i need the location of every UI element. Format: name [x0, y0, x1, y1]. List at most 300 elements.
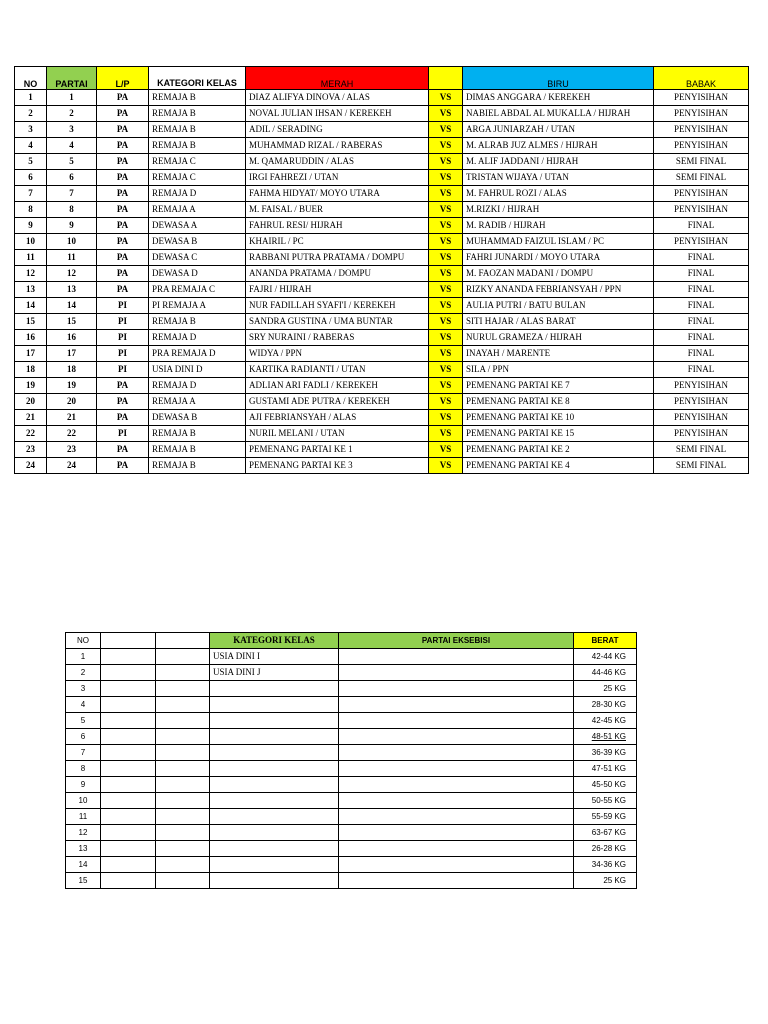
ex-cell-berat: 42-44 KG	[574, 649, 637, 665]
ex-cell-berat: 48-51 KG	[574, 729, 637, 745]
ex-cell-partai	[339, 777, 574, 793]
ex-cell-blank	[101, 841, 156, 857]
cell-no: 22	[15, 426, 47, 442]
cell-no: 8	[15, 202, 47, 218]
ex-cell-kategori	[210, 857, 339, 873]
cell-vs: VS	[429, 250, 463, 266]
cell-babak: PENYISIHAN	[654, 202, 749, 218]
cell-merah: FAHMA HIDYAT/ MOYO UTARA	[246, 186, 429, 202]
cell-no: 1	[15, 90, 47, 106]
ex-cell-partai	[339, 857, 574, 873]
cell-babak: FINAL	[654, 250, 749, 266]
ex-cell-berat: 47-51 KG	[574, 761, 637, 777]
cell-merah: ADIL / SERADING	[246, 122, 429, 138]
cell-biru: PEMENANG PARTAI KE 8	[463, 394, 654, 410]
cell-babak: FINAL	[654, 346, 749, 362]
ex-cell-no: 8	[66, 761, 101, 777]
header-biru: BIRU	[463, 67, 654, 90]
cell-lp: PA	[97, 170, 149, 186]
cell-babak: PENYISIHAN	[654, 122, 749, 138]
header-babak: BABAK	[654, 67, 749, 90]
cell-partai: 17	[47, 346, 97, 362]
cell-merah: FAJRI / HIJRAH	[246, 282, 429, 298]
cell-lp: PA	[97, 394, 149, 410]
ex-cell-no: 1	[66, 649, 101, 665]
match-row	[15, 330, 749, 346]
ex-cell-blank	[101, 825, 156, 841]
cell-lp: PI	[97, 314, 149, 330]
ex-cell-blank	[156, 697, 210, 713]
match-row	[15, 186, 749, 202]
cell-partai: 6	[47, 170, 97, 186]
ex-cell-berat: 55-59 KG	[574, 809, 637, 825]
cell-no: 5	[15, 154, 47, 170]
match-row	[15, 266, 749, 282]
cell-lp: PA	[97, 282, 149, 298]
cell-vs: VS	[429, 90, 463, 106]
match-row	[15, 378, 749, 394]
ex-cell-no: 3	[66, 681, 101, 697]
cell-partai: 4	[47, 138, 97, 154]
cell-kategori: REMAJA D	[149, 186, 246, 202]
match-row	[15, 202, 749, 218]
cell-merah: NUR FADILLAH SYAFI'I / KEREKEH	[246, 298, 429, 314]
cell-kategori: PRA REMAJA D	[149, 346, 246, 362]
cell-merah: M. FAISAL / BUER	[246, 202, 429, 218]
ex-cell-kategori	[210, 713, 339, 729]
ex-header-col2	[101, 633, 156, 649]
cell-lp: PA	[97, 410, 149, 426]
exhibition-row	[66, 857, 637, 873]
match-row	[15, 394, 749, 410]
ex-cell-no: 4	[66, 697, 101, 713]
ex-header-col3	[156, 633, 210, 649]
cell-no: 18	[15, 362, 47, 378]
cell-babak: FINAL	[654, 362, 749, 378]
ex-cell-berat: 44-46 KG	[574, 665, 637, 681]
ex-cell-kategori	[210, 729, 339, 745]
header-row	[15, 67, 749, 90]
exhibition-row	[66, 873, 637, 889]
cell-no: 20	[15, 394, 47, 410]
cell-vs: VS	[429, 218, 463, 234]
match-row	[15, 122, 749, 138]
cell-biru: M.RIZKI / HIJRAH	[463, 202, 654, 218]
cell-vs: VS	[429, 170, 463, 186]
cell-no: 24	[15, 458, 47, 474]
cell-kategori: REMAJA C	[149, 170, 246, 186]
ex-cell-no: 14	[66, 857, 101, 873]
cell-merah: MUHAMMAD RIZAL / RABERAS	[246, 138, 429, 154]
cell-partai: 14	[47, 298, 97, 314]
ex-cell-no: 7	[66, 745, 101, 761]
match-row	[15, 314, 749, 330]
cell-no: 15	[15, 314, 47, 330]
cell-vs: VS	[429, 202, 463, 218]
cell-kategori: REMAJA A	[149, 394, 246, 410]
cell-merah: WIDYA / PPN	[246, 346, 429, 362]
cell-merah: ANANDA PRATAMA / DOMPU	[246, 266, 429, 282]
cell-kategori: DEWASA B	[149, 234, 246, 250]
cell-vs: VS	[429, 154, 463, 170]
cell-vs: VS	[429, 282, 463, 298]
match-row	[15, 282, 749, 298]
cell-kategori: REMAJA B	[149, 106, 246, 122]
cell-kategori: REMAJA B	[149, 90, 246, 106]
cell-biru: M. RADIB / HIJRAH	[463, 218, 654, 234]
cell-biru: SITI HAJAR / ALAS BARAT	[463, 314, 654, 330]
cell-lp: PA	[97, 442, 149, 458]
cell-partai: 5	[47, 154, 97, 170]
cell-kategori: DEWASA D	[149, 266, 246, 282]
cell-babak: SEMI FINAL	[654, 170, 749, 186]
ex-cell-blank	[101, 713, 156, 729]
ex-cell-no: 10	[66, 793, 101, 809]
cell-no: 9	[15, 218, 47, 234]
cell-biru: ARGA JUNIARZAH / UTAN	[463, 122, 654, 138]
cell-vs: VS	[429, 122, 463, 138]
ex-cell-partai	[339, 793, 574, 809]
exhibition-row	[66, 841, 637, 857]
cell-babak: FINAL	[654, 330, 749, 346]
cell-biru: FAHRI JUNARDI / MOYO UTARA	[463, 250, 654, 266]
match-row	[15, 458, 749, 474]
match-row	[15, 250, 749, 266]
cell-kategori: REMAJA B	[149, 314, 246, 330]
ex-cell-kategori	[210, 681, 339, 697]
cell-partai: 10	[47, 234, 97, 250]
ex-cell-blank	[156, 873, 210, 889]
ex-cell-berat: 45-50 KG	[574, 777, 637, 793]
cell-partai: 8	[47, 202, 97, 218]
ex-cell-partai	[339, 649, 574, 665]
cell-biru: PEMENANG PARTAI KE 15	[463, 426, 654, 442]
ex-cell-blank	[156, 761, 210, 777]
cell-kategori: REMAJA C	[149, 154, 246, 170]
ex-cell-blank	[156, 809, 210, 825]
ex-cell-no: 5	[66, 713, 101, 729]
cell-partai: 2	[47, 106, 97, 122]
ex-header-kategori: KATEGORI KELAS	[210, 633, 339, 649]
exhibition-row	[66, 745, 637, 761]
cell-kategori: REMAJA B	[149, 458, 246, 474]
cell-lp: PA	[97, 250, 149, 266]
cell-kategori: REMAJA B	[149, 442, 246, 458]
exhibition-table	[65, 632, 637, 889]
match-row	[15, 410, 749, 426]
ex-cell-no: 9	[66, 777, 101, 793]
cell-partai: 11	[47, 250, 97, 266]
cell-partai: 22	[47, 426, 97, 442]
ex-cell-partai	[339, 761, 574, 777]
cell-partai: 3	[47, 122, 97, 138]
ex-cell-partai	[339, 841, 574, 857]
match-row	[15, 426, 749, 442]
cell-no: 23	[15, 442, 47, 458]
cell-merah: AJI FEBRIANSYAH / ALAS	[246, 410, 429, 426]
cell-no: 21	[15, 410, 47, 426]
cell-babak: FINAL	[654, 314, 749, 330]
header-vs	[429, 67, 463, 90]
cell-no: 17	[15, 346, 47, 362]
cell-biru: PEMENANG PARTAI KE 4	[463, 458, 654, 474]
ex-cell-blank	[101, 777, 156, 793]
ex-cell-partai	[339, 665, 574, 681]
header-no: NO	[15, 67, 47, 90]
exhibition-row	[66, 697, 637, 713]
match-row	[15, 362, 749, 378]
ex-header-berat: BERAT	[574, 633, 637, 649]
match-row	[15, 218, 749, 234]
cell-babak: FINAL	[654, 298, 749, 314]
cell-partai: 18	[47, 362, 97, 378]
exhibition-row	[66, 649, 637, 665]
cell-partai: 19	[47, 378, 97, 394]
cell-partai: 13	[47, 282, 97, 298]
cell-biru: TRISTAN WIJAYA / UTAN	[463, 170, 654, 186]
ex-cell-blank	[156, 857, 210, 873]
ex-cell-kategori	[210, 793, 339, 809]
exhibition-row	[66, 665, 637, 681]
cell-no: 16	[15, 330, 47, 346]
ex-cell-blank	[101, 697, 156, 713]
match-row	[15, 90, 749, 106]
cell-biru: INAYAH / MARENTE	[463, 346, 654, 362]
cell-partai: 16	[47, 330, 97, 346]
ex-cell-kategori: USIA DINI I	[210, 649, 339, 665]
cell-vs: VS	[429, 298, 463, 314]
header-partai: PARTAI	[47, 67, 97, 90]
cell-vs: VS	[429, 314, 463, 330]
cell-kategori: PI REMAJA A	[149, 298, 246, 314]
cell-partai: 23	[47, 442, 97, 458]
cell-no: 11	[15, 250, 47, 266]
ex-cell-berat: 26-28 KG	[574, 841, 637, 857]
cell-merah: IRGI FAHREZI / UTAN	[246, 170, 429, 186]
ex-cell-kategori	[210, 745, 339, 761]
cell-biru: PEMENANG PARTAI KE 2	[463, 442, 654, 458]
exhibition-row	[66, 713, 637, 729]
cell-lp: PI	[97, 298, 149, 314]
ex-header-no: NO	[66, 633, 101, 649]
ex-cell-no: 13	[66, 841, 101, 857]
cell-lp: PA	[97, 202, 149, 218]
cell-merah: PEMENANG PARTAI KE 1	[246, 442, 429, 458]
ex-cell-blank	[156, 745, 210, 761]
cell-kategori: REMAJA B	[149, 122, 246, 138]
match-row	[15, 346, 749, 362]
exhibition-row	[66, 761, 637, 777]
cell-biru: PEMENANG PARTAI KE 10	[463, 410, 654, 426]
match-row	[15, 170, 749, 186]
cell-vs: VS	[429, 410, 463, 426]
ex-cell-partai	[339, 697, 574, 713]
cell-vs: VS	[429, 362, 463, 378]
cell-merah: SANDRA GUSTINA / UMA BUNTAR	[246, 314, 429, 330]
ex-cell-partai	[339, 873, 574, 889]
cell-merah: DIAZ ALIFYA DINOVA / ALAS	[246, 90, 429, 106]
cell-no: 12	[15, 266, 47, 282]
cell-vs: VS	[429, 458, 463, 474]
ex-cell-blank	[101, 665, 156, 681]
cell-lp: PI	[97, 330, 149, 346]
cell-merah: GUSTAMI ADE PUTRA / KEREKEH	[246, 394, 429, 410]
cell-partai: 12	[47, 266, 97, 282]
ex-cell-blank	[156, 777, 210, 793]
cell-vs: VS	[429, 394, 463, 410]
cell-vs: VS	[429, 106, 463, 122]
ex-cell-blank	[101, 729, 156, 745]
ex-cell-blank	[156, 713, 210, 729]
match-row	[15, 138, 749, 154]
cell-biru: NABIEL ABDAL AL MUKALLA / HIJRAH	[463, 106, 654, 122]
ex-cell-partai	[339, 729, 574, 745]
ex-cell-partai	[339, 681, 574, 697]
cell-merah: KARTIKA RADIANTI / UTAN	[246, 362, 429, 378]
ex-cell-berat: 34-36 KG	[574, 857, 637, 873]
cell-no: 7	[15, 186, 47, 202]
cell-merah: M. QAMARUDDIN / ALAS	[246, 154, 429, 170]
cell-merah: ADLIAN ARI FADLI / KEREKEH	[246, 378, 429, 394]
cell-no: 14	[15, 298, 47, 314]
cell-babak: PENYISIHAN	[654, 378, 749, 394]
cell-kategori: REMAJA A	[149, 202, 246, 218]
ex-cell-berat: 42-45 KG	[574, 713, 637, 729]
cell-biru: DIMAS ANGGARA / KEREKEH	[463, 90, 654, 106]
cell-no: 6	[15, 170, 47, 186]
cell-babak: SEMI FINAL	[654, 442, 749, 458]
ex-cell-blank	[156, 841, 210, 857]
ex-cell-blank	[101, 857, 156, 873]
cell-babak: FINAL	[654, 218, 749, 234]
ex-cell-blank	[156, 649, 210, 665]
cell-biru: AULIA PUTRI / BATU BULAN	[463, 298, 654, 314]
cell-biru: M. FAHRUL ROZI / ALAS	[463, 186, 654, 202]
header-kategori: KATEGORI KELAS	[149, 67, 246, 90]
cell-lp: PA	[97, 138, 149, 154]
ex-cell-blank	[101, 809, 156, 825]
cell-lp: PI	[97, 362, 149, 378]
cell-lp: PA	[97, 90, 149, 106]
cell-no: 3	[15, 122, 47, 138]
ex-cell-berat: 25 KG	[574, 681, 637, 697]
cell-vs: VS	[429, 442, 463, 458]
cell-kategori: PRA REMAJA C	[149, 282, 246, 298]
cell-kategori: DEWASA A	[149, 218, 246, 234]
ex-cell-partai	[339, 809, 574, 825]
ex-cell-blank	[101, 649, 156, 665]
cell-no: 10	[15, 234, 47, 250]
ex-cell-blank	[156, 729, 210, 745]
cell-biru: MUHAMMAD FAIZUL ISLAM / PC	[463, 234, 654, 250]
cell-kategori: DEWASA B	[149, 410, 246, 426]
cell-kategori: REMAJA D	[149, 330, 246, 346]
ex-cell-blank	[156, 793, 210, 809]
cell-merah: RABBANI PUTRA PRATAMA / DOMPU	[246, 250, 429, 266]
ex-cell-berat: 25 KG	[574, 873, 637, 889]
ex-cell-blank	[101, 793, 156, 809]
ex-cell-no: 15	[66, 873, 101, 889]
cell-babak: SEMI FINAL	[654, 154, 749, 170]
cell-merah: NOVAL JULIAN IHSAN / KEREKEH	[246, 106, 429, 122]
cell-babak: SEMI FINAL	[654, 458, 749, 474]
ex-cell-kategori	[210, 761, 339, 777]
cell-lp: PA	[97, 218, 149, 234]
cell-partai: 24	[47, 458, 97, 474]
ex-cell-partai	[339, 745, 574, 761]
ex-cell-kategori	[210, 873, 339, 889]
cell-vs: VS	[429, 378, 463, 394]
ex-cell-blank	[156, 665, 210, 681]
cell-lp: PA	[97, 378, 149, 394]
cell-lp: PA	[97, 122, 149, 138]
match-row	[15, 298, 749, 314]
cell-partai: 9	[47, 218, 97, 234]
cell-no: 4	[15, 138, 47, 154]
cell-biru: PEMENANG PARTAI KE 7	[463, 378, 654, 394]
cell-babak: PENYISIHAN	[654, 394, 749, 410]
ex-cell-kategori: USIA DINI J	[210, 665, 339, 681]
cell-biru: SILA / PPN	[463, 362, 654, 378]
ex-cell-kategori	[210, 697, 339, 713]
cell-no: 2	[15, 106, 47, 122]
cell-babak: PENYISIHAN	[654, 426, 749, 442]
ex-cell-blank	[101, 873, 156, 889]
cell-babak: FINAL	[654, 282, 749, 298]
exhibition-row	[66, 729, 637, 745]
cell-babak: FINAL	[654, 266, 749, 282]
cell-lp: PA	[97, 154, 149, 170]
ex-cell-berat: 50-55 KG	[574, 793, 637, 809]
ex-cell-partai	[339, 825, 574, 841]
cell-biru: NURUL GRAMEZA / HIJRAH	[463, 330, 654, 346]
exhibition-row	[66, 681, 637, 697]
ex-cell-no: 2	[66, 665, 101, 681]
header-lp: L/P	[97, 67, 149, 90]
cell-babak: PENYISIHAN	[654, 138, 749, 154]
cell-kategori: REMAJA B	[149, 426, 246, 442]
cell-vs: VS	[429, 266, 463, 282]
cell-no: 19	[15, 378, 47, 394]
cell-babak: PENYISIHAN	[654, 106, 749, 122]
cell-lp: PA	[97, 234, 149, 250]
cell-partai: 21	[47, 410, 97, 426]
ex-header-partai: PARTAI EKSEBISI	[339, 633, 574, 649]
ex-cell-kategori	[210, 841, 339, 857]
ex-cell-kategori	[210, 809, 339, 825]
match-row	[15, 442, 749, 458]
exhibition-header-row	[66, 633, 637, 649]
exhibition-row	[66, 809, 637, 825]
cell-partai: 20	[47, 394, 97, 410]
cell-babak: PENYISIHAN	[654, 410, 749, 426]
cell-vs: VS	[429, 426, 463, 442]
header-merah: MERAH	[246, 67, 429, 90]
cell-biru: RIZKY ANANDA FEBRIANSYAH / PPN	[463, 282, 654, 298]
ex-cell-blank	[156, 681, 210, 697]
cell-kategori: USIA DINI D	[149, 362, 246, 378]
cell-lp: PA	[97, 106, 149, 122]
ex-cell-kategori	[210, 825, 339, 841]
cell-vs: VS	[429, 330, 463, 346]
ex-cell-no: 12	[66, 825, 101, 841]
cell-kategori: REMAJA B	[149, 138, 246, 154]
cell-no: 13	[15, 282, 47, 298]
cell-vs: VS	[429, 234, 463, 250]
ex-cell-no: 11	[66, 809, 101, 825]
cell-vs: VS	[429, 186, 463, 202]
ex-cell-blank	[101, 681, 156, 697]
